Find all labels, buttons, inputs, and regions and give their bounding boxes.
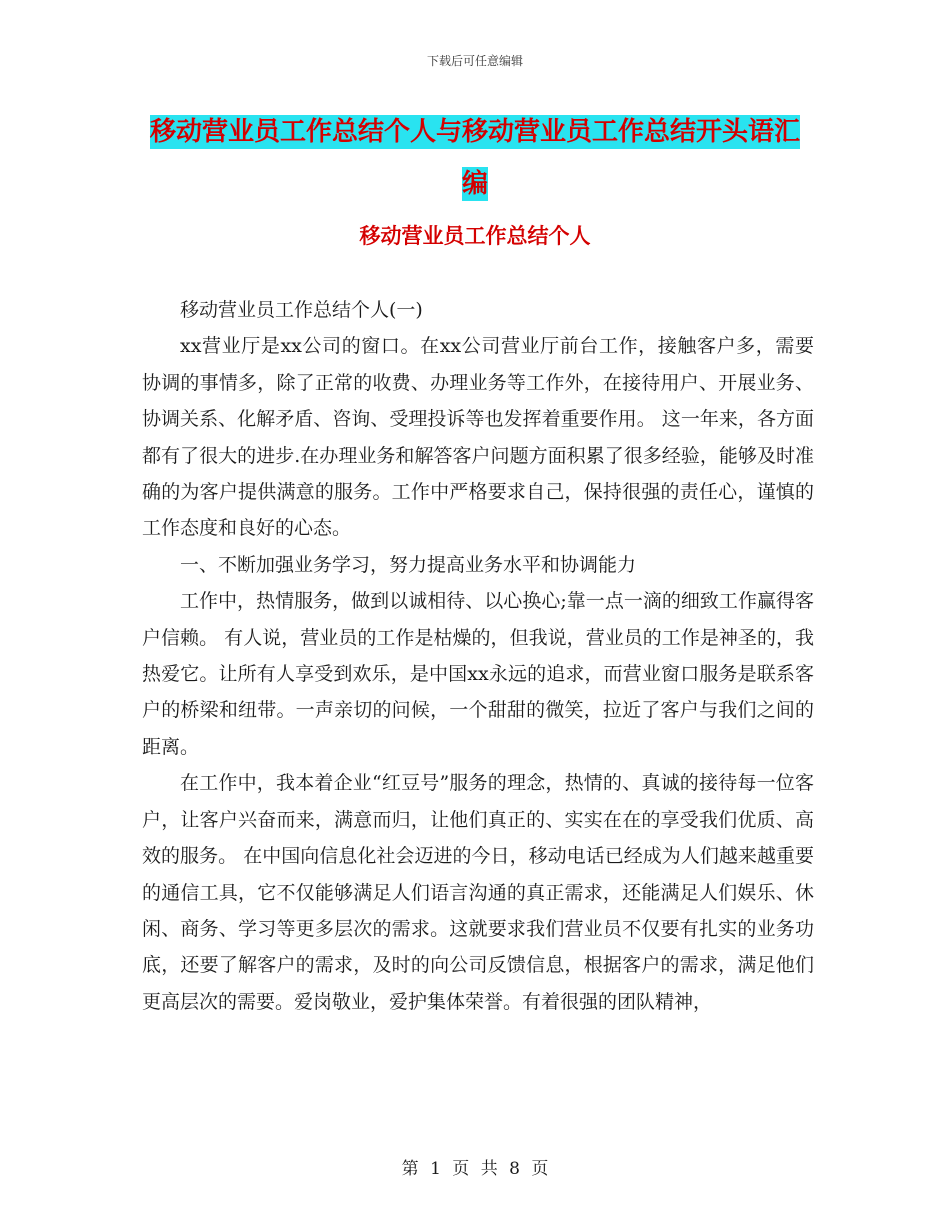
page-header-note: 下载后可任意编辑 [426,54,523,68]
section-title: 移动营业员工作总结个人 [359,224,591,248]
paragraph: 工作中，热情服务，做到以诚相待、以心换心;靠一点一滴的细致工作赢得客户信赖。 有人说，营业员的工作是枯燥的，但我说，营业员的工作是神圣的，我热爱它。让所有人享受到欢乐，是中国xx永远的追求，而营业窗口服务是联系客户的桥梁和纽带。一声亲切的问候，一个甜甜的微笑，拉近了客户与我们之间的距离。 [142,590,814,758]
paragraph: 在工作中，我本着企业“红豆号”服务的理念，热情的、真诚的接待每一位客户，让客户兴奋而来，满意而归，让他们真正的、实实在在的享受我们优质、高效的服务。 在中国向信息化社会迈进的今日，移动电话已经成为人们越来越重要的通信工具，它不仅能够满足人们语言沟通的真正需求，还能满足人们娱乐、休闲、商务、学习等更多层次的需求。这就要求我们营业员不仅要有扎实的业务功底，还要了解客户的需求，及时的向公司反馈信息，根据客户的需求，满足他们更高层次的需要。爱岗敬业，爱护集体荣誉。有着很强的团队精神， [142,772,814,1013]
document-body [142,292,814,1020]
paragraph-subtitle: 移动营业员工作总结个人(一) [180,299,423,321]
paragraph: xx营业厅是xx公司的窗口。在xx公司营业厅前台工作，接触客户多，需要协调的事情多，除了正常的收费、办理业务等工作外，在接待用户、开展业务、协调关系、化解矛盾、咨询、受理投诉等也发挥着重要作用。 这一年来，各方面都有了很大的进步.在办理业务和解答客户问题方面积累了很多经验，能够及时准确的为客户提供满意的服务。工作中严格要求自己，保持很强的责任心，谨慎的工作态度和良好的心态。 [142,335,814,540]
paragraph-heading: 一、不断加强业务学习，努力提高业务水平和协调能力 [180,553,637,576]
page-number-footer: 第 1 页 共 8 页 [401,1159,549,1179]
document-title [140,106,810,210]
document-title-text: 移动营业员工作总结个人与移动营业员工作总结开头语汇编 [149,117,800,199]
